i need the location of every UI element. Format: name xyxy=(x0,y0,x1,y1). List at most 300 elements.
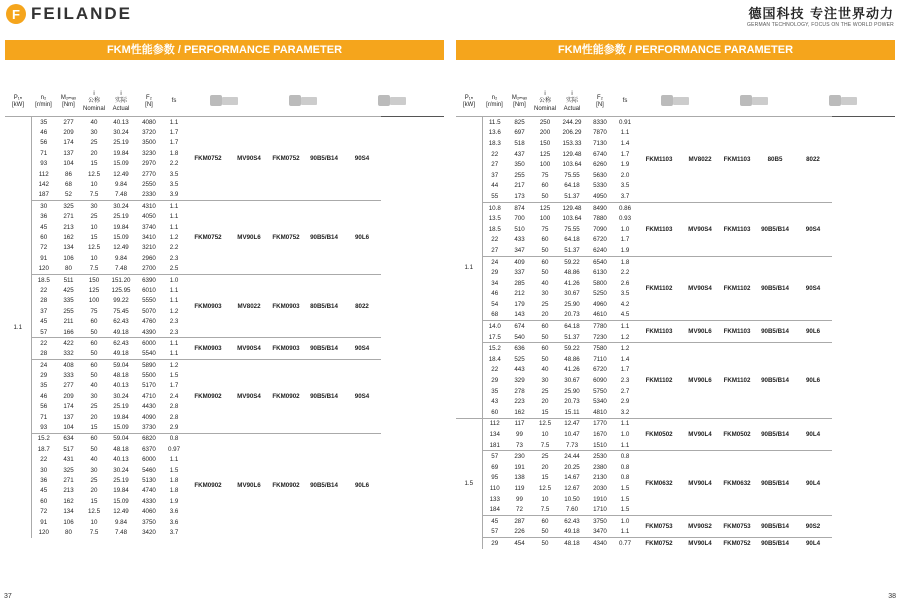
cell: 30.24 xyxy=(113,466,129,474)
cell: 100 xyxy=(88,297,100,305)
model-cell: FKM0632 xyxy=(636,451,682,516)
cell: 48.18 xyxy=(558,538,586,549)
cell: 60 xyxy=(491,408,499,416)
cell: 19.84 xyxy=(113,149,129,157)
cell: 45 xyxy=(40,223,48,231)
cell: 6260 xyxy=(593,161,607,169)
gearmotor-icon xyxy=(376,93,412,107)
cell: 634 xyxy=(56,433,81,444)
cell: 40 xyxy=(541,279,549,287)
cell: 55 xyxy=(491,192,499,200)
cell: 72 xyxy=(40,508,48,516)
cell: 60 xyxy=(541,182,549,190)
model-cell: FKM0753 xyxy=(718,515,756,537)
model-cell: MV90S4 xyxy=(231,338,267,360)
cell: 2970 xyxy=(142,160,156,168)
cell: 287 xyxy=(507,515,532,526)
model-cell: FKM0902 xyxy=(267,359,305,433)
cell: 15.09 xyxy=(113,424,129,432)
cell: 60 xyxy=(541,236,549,244)
cell: 12.49 xyxy=(113,170,129,178)
cell: 143 xyxy=(514,311,525,319)
cell: 86 xyxy=(65,170,72,178)
cell: 2.2 xyxy=(620,269,630,277)
header-line: i xyxy=(571,90,573,97)
logo-icon: F xyxy=(6,4,26,24)
cell: 5550 xyxy=(142,297,156,305)
gearmotor-icon xyxy=(287,93,323,107)
cell: 57 xyxy=(40,328,48,336)
model-cell: FKM0502 xyxy=(636,418,682,451)
cell: 35 xyxy=(31,117,56,128)
model-cell: FKM0752 xyxy=(185,117,231,201)
cell: 1.7 xyxy=(169,139,179,147)
cell: 6390 xyxy=(135,274,163,285)
header-line: n₂ xyxy=(491,94,498,101)
cell: 133 xyxy=(489,495,500,503)
cell: 56 xyxy=(40,403,48,411)
cell: 64.18 xyxy=(564,182,580,190)
cell: 75 xyxy=(541,171,549,179)
cell: 2.8 xyxy=(169,413,179,421)
cell: 60 xyxy=(532,321,558,332)
cell: 71 xyxy=(40,149,48,157)
cell: 60 xyxy=(532,515,558,526)
cell: 25 xyxy=(90,403,98,411)
cell: 1.2 xyxy=(620,333,630,341)
cell: 1.1 xyxy=(620,528,630,536)
cell: 18.7 xyxy=(37,445,50,453)
cell: 425 xyxy=(63,286,74,294)
cell: 13.5 xyxy=(488,215,501,223)
cell: 3740 xyxy=(142,223,156,231)
model-cell: 90B5/B14 xyxy=(756,343,794,418)
header-row xyxy=(5,88,444,117)
cell: 1710 xyxy=(593,506,607,514)
cell: 408 xyxy=(56,359,81,370)
cell: 20 xyxy=(541,311,549,319)
cell: 3730 xyxy=(142,424,156,432)
cell: 3750 xyxy=(586,515,614,526)
column-header xyxy=(558,88,586,117)
cell: 1.1 xyxy=(163,338,185,349)
cell: 30.67 xyxy=(564,377,580,385)
cell: 18.3 xyxy=(488,139,501,147)
cell: 209 xyxy=(63,392,74,400)
cell: 2770 xyxy=(142,170,156,178)
cell: 6740 xyxy=(593,150,607,158)
cell: 15 xyxy=(541,408,549,416)
cell: 12.49 xyxy=(113,508,129,516)
cell: 91 xyxy=(40,254,48,262)
cell: 7.73 xyxy=(565,441,579,449)
cell: 29 xyxy=(482,538,507,549)
cell: 7.48 xyxy=(114,528,128,536)
model-cell: 90B5/B14 xyxy=(305,338,343,360)
cell: 0.91 xyxy=(614,117,636,128)
cell: 1670 xyxy=(593,431,607,439)
cell: 60 xyxy=(81,359,107,370)
cell: 91 xyxy=(40,518,48,526)
cell: 64.18 xyxy=(558,321,586,332)
cell: 1.1 xyxy=(169,286,179,294)
model-cell: FKM0752 xyxy=(185,201,231,275)
cell: 0.77 xyxy=(614,538,636,549)
cell: 43 xyxy=(491,398,499,406)
cell: 4050 xyxy=(142,213,156,221)
cell: 20 xyxy=(90,413,98,421)
cell: 2.3 xyxy=(620,377,630,385)
cell: 125.95 xyxy=(111,286,131,294)
cell: 7.5 xyxy=(89,528,99,536)
cell: 19.84 xyxy=(113,487,129,495)
model-cell: 90B5/B14 xyxy=(305,117,343,201)
cell: 1770 xyxy=(586,418,614,429)
cell: 30 xyxy=(541,377,549,385)
cell: 278 xyxy=(514,387,525,395)
table-row xyxy=(456,538,895,549)
cell: 59.22 xyxy=(558,343,586,354)
slogan xyxy=(747,3,894,28)
cell: 1.8 xyxy=(169,149,179,157)
header-line: M₂ₘₐₓ xyxy=(60,94,77,101)
cell: 25 xyxy=(90,213,98,221)
cell: 40 xyxy=(541,366,549,374)
cell: 25 xyxy=(90,476,98,484)
cell: 134 xyxy=(489,431,500,439)
cell: 68 xyxy=(491,311,499,319)
cell: 1.5 xyxy=(620,506,630,514)
cell: 142 xyxy=(38,181,49,189)
cell: 50 xyxy=(90,372,98,380)
cell: 153.33 xyxy=(562,139,582,147)
cell: 5890 xyxy=(135,359,163,370)
cell: 697 xyxy=(514,129,525,137)
cell: 285 xyxy=(514,279,525,287)
cell: 213 xyxy=(63,487,74,495)
cell: 6130 xyxy=(593,269,607,277)
cell: 12.47 xyxy=(558,418,586,429)
cell: 874 xyxy=(507,202,532,213)
cell: 137 xyxy=(63,149,74,157)
cell: 59.04 xyxy=(107,359,135,370)
slogan-en: GERMAN TECHNOLOGY, FOCUS ON THE WORLD POWER xyxy=(747,22,894,28)
cell: 99.22 xyxy=(113,297,129,305)
cell: 213 xyxy=(63,223,74,231)
column-header xyxy=(586,88,614,117)
cell: 10 xyxy=(541,495,549,503)
cell: 75.55 xyxy=(564,225,580,233)
header-line: P₁ₙ xyxy=(464,94,474,101)
cell: 117 xyxy=(507,418,532,429)
cell: 49.18 xyxy=(564,528,580,536)
cell: 226 xyxy=(514,528,525,536)
cell: 25 xyxy=(541,387,549,395)
model-cell: MV90L4 xyxy=(682,418,718,451)
cell: 271 xyxy=(63,213,74,221)
cell: 30 xyxy=(90,466,98,474)
cell: 134 xyxy=(63,244,74,252)
model-cell: FKM0902 xyxy=(267,433,305,537)
cell: 1.8 xyxy=(169,487,179,495)
cell: 41.26 xyxy=(564,279,580,287)
cell: 30 xyxy=(31,201,56,212)
cell: 4390 xyxy=(142,328,156,336)
cell: 2.0 xyxy=(620,171,630,179)
cell: 2.8 xyxy=(169,403,179,411)
column-header xyxy=(614,88,636,117)
table-row xyxy=(456,117,895,128)
table-row xyxy=(456,451,895,462)
model-cell: 90B5/B14 xyxy=(305,433,343,537)
model-cell: MV8022 xyxy=(682,117,718,203)
header-line: fs xyxy=(171,98,177,105)
cell: 15 xyxy=(541,474,549,482)
model-cell: 90L6 xyxy=(343,433,381,537)
cell: 6370 xyxy=(142,445,156,453)
cell: 2960 xyxy=(142,254,156,262)
model-cell: 90L6 xyxy=(794,321,832,343)
header-line: 公称 xyxy=(87,98,100,105)
cell: 46 xyxy=(491,290,499,298)
cell: 1.1 xyxy=(620,129,630,137)
cell: 0.8 xyxy=(620,463,630,471)
cell: 347 xyxy=(514,246,525,254)
cell: 3.7 xyxy=(620,192,630,200)
cell: 60 xyxy=(40,233,48,241)
model-cell: 90B5/B14 xyxy=(305,201,343,275)
model-cell: 90B5/B14 xyxy=(756,202,794,256)
cell: 10 xyxy=(90,181,98,189)
cell: 187 xyxy=(38,191,49,199)
cell: 4.5 xyxy=(620,311,630,319)
cell: 7880 xyxy=(593,215,607,223)
model-cell: 90S4 xyxy=(343,338,381,360)
cell: 5800 xyxy=(593,279,607,287)
cell: 3.6 xyxy=(169,508,179,516)
cell: 25.19 xyxy=(113,213,129,221)
cell: 14.67 xyxy=(564,474,580,482)
model-cell: 90S4 xyxy=(343,117,381,201)
cell: 518 xyxy=(514,139,525,147)
page-number: 37 xyxy=(4,593,12,600)
cell: 100 xyxy=(539,161,551,169)
cell: 59.04 xyxy=(107,433,135,444)
cell: 125 xyxy=(539,150,551,158)
cell: 1.7 xyxy=(620,236,630,244)
cell: 51.37 xyxy=(564,333,580,341)
cell: 271 xyxy=(63,476,74,484)
cell: 212 xyxy=(514,290,525,298)
cell: 52 xyxy=(65,191,72,199)
cell: 1.1 xyxy=(163,117,185,128)
cell: 4060 xyxy=(142,508,156,516)
page-number: 38 xyxy=(888,593,896,600)
cell: 49.18 xyxy=(113,350,129,358)
column-header xyxy=(532,88,558,117)
cell: 15 xyxy=(90,160,98,168)
cell: 329 xyxy=(514,377,525,385)
model-cell: FKM0632 xyxy=(718,451,756,516)
cell: 255 xyxy=(514,171,525,179)
model-cell: MV90S2 xyxy=(682,515,718,537)
cell: 46 xyxy=(40,392,48,400)
cell: 75.55 xyxy=(564,171,580,179)
cell: 27 xyxy=(491,161,499,169)
cell: 29 xyxy=(491,377,499,385)
motor-diagram xyxy=(343,88,444,117)
cell: 10.50 xyxy=(564,495,580,503)
cell: 422 xyxy=(56,338,81,349)
model-cell: 80B5 xyxy=(756,117,794,203)
model-cell: FKM0752 xyxy=(267,117,305,201)
cell: 2.2 xyxy=(169,160,179,168)
cell: 106 xyxy=(63,254,74,262)
cell: 5250 xyxy=(593,290,607,298)
power-cell: 1.1 xyxy=(5,117,31,538)
cell: 19.84 xyxy=(113,413,129,421)
table-row xyxy=(5,338,444,349)
cell: 40 xyxy=(90,382,98,390)
model-cell: FKM1103 xyxy=(718,202,756,256)
model-cell: MV90S4 xyxy=(682,256,718,321)
cell: 3500 xyxy=(142,139,156,147)
cell: 325 xyxy=(56,201,81,212)
cell: 50 xyxy=(541,355,549,363)
cell: 60 xyxy=(532,256,558,267)
table-row xyxy=(456,256,895,267)
model-cell: FKM1102 xyxy=(718,343,756,418)
model-cell: 90B5/B14 xyxy=(756,538,794,549)
cell: 119 xyxy=(514,484,525,492)
cell: 41.26 xyxy=(564,366,580,374)
cell: 1.4 xyxy=(620,355,630,363)
cell: 12.5 xyxy=(87,508,101,516)
cell: 2.9 xyxy=(620,398,630,406)
model-cell: 90L4 xyxy=(794,538,832,549)
model-cell: MV90L6 xyxy=(231,433,267,537)
cell: 6720 xyxy=(593,366,607,374)
model-cell: MV90L6 xyxy=(682,321,718,343)
cell: 60 xyxy=(81,338,107,349)
cell: 15 xyxy=(90,497,98,505)
cell: 2.5 xyxy=(169,265,179,273)
cell: 62.43 xyxy=(113,318,129,326)
cell: 8330 xyxy=(586,117,614,128)
cell: 15.09 xyxy=(113,497,129,505)
header-line: fs xyxy=(622,98,628,105)
cell: 4960 xyxy=(593,300,607,308)
model-cell: MV90S4 xyxy=(231,359,267,433)
cell: 337 xyxy=(514,269,525,277)
cell: 29 xyxy=(40,372,48,380)
cell: 45 xyxy=(482,515,507,526)
model-cell: FKM0753 xyxy=(636,515,682,537)
header-line: Actual xyxy=(563,105,581,112)
cell: 1.1 xyxy=(169,350,179,358)
cell: 45 xyxy=(40,487,48,495)
cell: 3.5 xyxy=(169,181,179,189)
cell: 409 xyxy=(507,256,532,267)
cell: 2.2 xyxy=(169,244,179,252)
cell: 75 xyxy=(541,225,549,233)
header-line: i xyxy=(93,90,95,97)
cell: 12.5 xyxy=(87,170,101,178)
cell: 7.5 xyxy=(540,441,550,449)
cell: 174 xyxy=(63,139,74,147)
cell: 1.9 xyxy=(169,497,179,505)
cell: 525 xyxy=(514,355,525,363)
cell: 104 xyxy=(63,160,74,168)
cell: 6090 xyxy=(593,377,607,385)
cell: 0.8 xyxy=(620,474,630,482)
cell: 71 xyxy=(40,413,48,421)
cell: 57 xyxy=(491,528,499,536)
brand-name: FEILANDE xyxy=(31,4,132,23)
cell: 6010 xyxy=(142,286,156,294)
cell: 173 xyxy=(514,192,525,200)
cell: 56 xyxy=(40,139,48,147)
power-cell: 1.1 xyxy=(456,117,482,419)
cell: 3720 xyxy=(142,129,156,137)
cell: 6000 xyxy=(142,456,156,464)
cell: 0.86 xyxy=(614,202,636,213)
cell: 20.25 xyxy=(564,463,580,471)
cell: 3410 xyxy=(142,233,156,241)
cell: 40 xyxy=(81,117,107,128)
cell: 1.1 xyxy=(169,213,179,221)
cell: 7580 xyxy=(586,343,614,354)
cell: 0.93 xyxy=(618,215,632,223)
cell: 540 xyxy=(514,333,525,341)
cell: 3.5 xyxy=(169,170,179,178)
performance-table-right xyxy=(456,88,895,549)
model-cell: 90B5/B14 xyxy=(756,256,794,321)
header-line: [r/min] xyxy=(35,102,52,108)
cell: 217 xyxy=(514,182,525,190)
cell: 60 xyxy=(40,497,48,505)
model-cell: 90B5/B14 xyxy=(305,359,343,433)
cell: 2.4 xyxy=(169,392,179,400)
cell: 6820 xyxy=(135,433,163,444)
model-cell: 8022 xyxy=(794,117,832,203)
cell: 93 xyxy=(40,424,48,432)
cell: 22 xyxy=(491,366,499,374)
cell: 2.6 xyxy=(620,279,630,287)
cell: 103.64 xyxy=(562,161,582,169)
cell: 2.3 xyxy=(169,254,179,262)
cell: 5070 xyxy=(142,307,156,315)
header-line: n₂ xyxy=(40,94,47,101)
cell: 15 xyxy=(90,424,98,432)
model-cell: MV90S4 xyxy=(682,202,718,256)
cell: 2330 xyxy=(142,191,156,199)
cell: 24 xyxy=(482,256,507,267)
cell: 7870 xyxy=(593,129,607,137)
cell: 454 xyxy=(507,538,532,549)
cell: 3.2 xyxy=(620,408,630,416)
cell: 51.37 xyxy=(564,192,580,200)
cell: 5460 xyxy=(142,466,156,474)
cell: 1.1 xyxy=(163,201,185,212)
cell: 30.67 xyxy=(564,290,580,298)
cell: 24 xyxy=(31,359,56,370)
cell: 1.0 xyxy=(620,431,630,439)
cell: 60 xyxy=(90,318,98,326)
brand-logo xyxy=(6,4,132,24)
cell: 25 xyxy=(541,300,549,308)
table-row xyxy=(5,117,444,128)
